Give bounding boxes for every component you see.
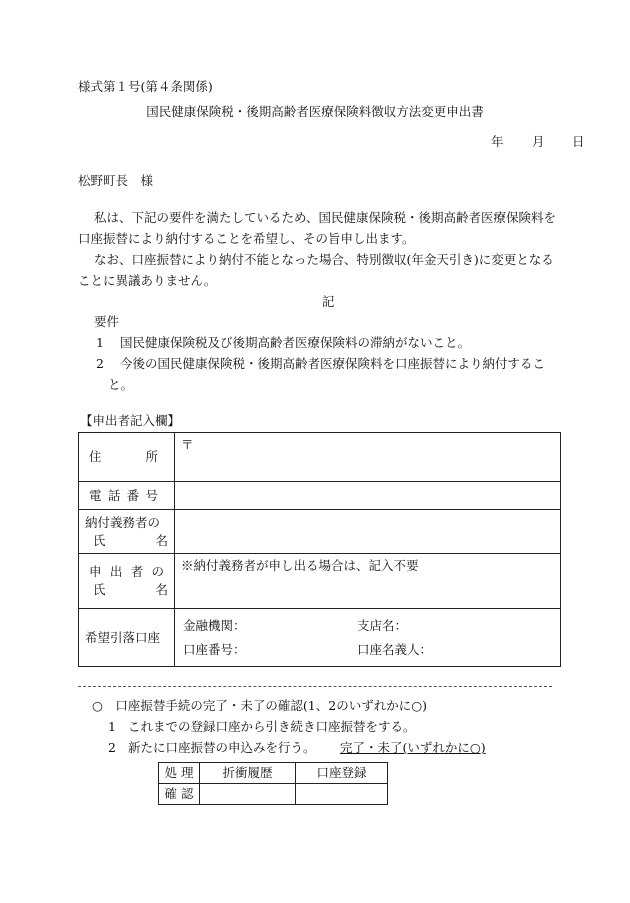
req1-text: 国民健康保険税及び後期高齢者医療保険料の滞納がないこと。: [120, 335, 471, 350]
applicant-form-table: [78, 432, 561, 667]
phone-label: 電 話 番 号: [79, 482, 175, 510]
applicant-name-row: [79, 554, 561, 609]
proc-label-2: 確 認: [159, 784, 200, 805]
option1-number: 1: [108, 719, 116, 734]
para1-line1: 私は、下記の要件を満たしているため、国民健康保険税・後期高齢者医療保険料を: [94, 210, 557, 225]
branch-label: 支店名：: [357, 617, 408, 633]
para2-line1: なお、口座振替により納付不能となった場合、特別徴収(年金天引き)に変更となる: [94, 252, 554, 267]
history-cell[interactable]: [200, 784, 296, 805]
taxpayer-name-label: 納付義務者の 氏 名: [79, 510, 175, 554]
check-heading: ○ 口座振替手続の完了・未了の確認(1、2のいずれかに○): [92, 698, 427, 713]
para2-line2: ことに異議ありません。: [78, 273, 217, 288]
option2-text: 新たに口座振替の申込みを行う。: [128, 740, 316, 755]
req2-number: 2: [96, 356, 104, 371]
cut-line-divider: [78, 686, 552, 687]
date-year: 年: [491, 134, 504, 149]
proc-label-1: 処 理: [159, 763, 200, 784]
phone-field[interactable]: [175, 482, 561, 510]
phone-row: [79, 482, 561, 510]
processing-check-table: [158, 762, 388, 805]
account-label: 希望引落口座: [79, 609, 175, 667]
col-register-header: 口座登録: [296, 763, 388, 784]
account-row: [79, 609, 561, 667]
address-row: [79, 433, 561, 482]
option1-text: これまでの登録口座から引き続き口座振替をする。: [128, 719, 416, 734]
applicant-name-label: 申 出 者 の 氏 名: [79, 554, 175, 609]
address-label: 住 所: [79, 433, 175, 482]
ki-heading: 記: [322, 294, 335, 309]
postal-mark: 〒: [181, 437, 194, 452]
req2-text-line2: と。: [108, 377, 134, 392]
account-field[interactable]: [175, 609, 561, 667]
applicant-note: ※納付義務者が申し出る場合は、記入不要: [181, 558, 419, 573]
col-history-header: 折衝履歴: [200, 763, 296, 784]
para1-line2: 口座振替により納付することを希望し、その旨申し出ます。: [78, 231, 415, 246]
req2-text-line1: 今後の国民健康保険税・後期高齢者医療保険料を口座振替により納付するこ: [120, 356, 546, 371]
date-month: 月: [532, 134, 545, 149]
addressee: 松野町長 様: [78, 173, 154, 188]
form-number: 様式第１号(第４条関係): [78, 79, 213, 94]
option2-number: 2: [108, 740, 116, 755]
page-title: 国民健康保険税・後期高齢者医療保険料徴収方法変更申出書: [146, 104, 484, 119]
bank-label: 金融機関：: [183, 617, 246, 633]
req1-number: 1: [96, 335, 104, 350]
requirements-heading: 要件: [94, 314, 120, 329]
taxpayer-name-row: [79, 510, 561, 554]
account-number-label: 口座番号：: [183, 641, 246, 657]
taxpayer-name-field[interactable]: [175, 510, 561, 554]
account-holder-label: 口座名義人：: [357, 641, 433, 657]
applicant-section-heading: 【申出者記入欄】: [80, 413, 181, 428]
date-day: 日: [572, 134, 585, 149]
applicant-name-field[interactable]: [175, 554, 561, 609]
register-cell[interactable]: [296, 784, 388, 805]
option2-status: 完了・未了(いずれかに○): [340, 740, 486, 755]
address-field[interactable]: [175, 433, 561, 482]
